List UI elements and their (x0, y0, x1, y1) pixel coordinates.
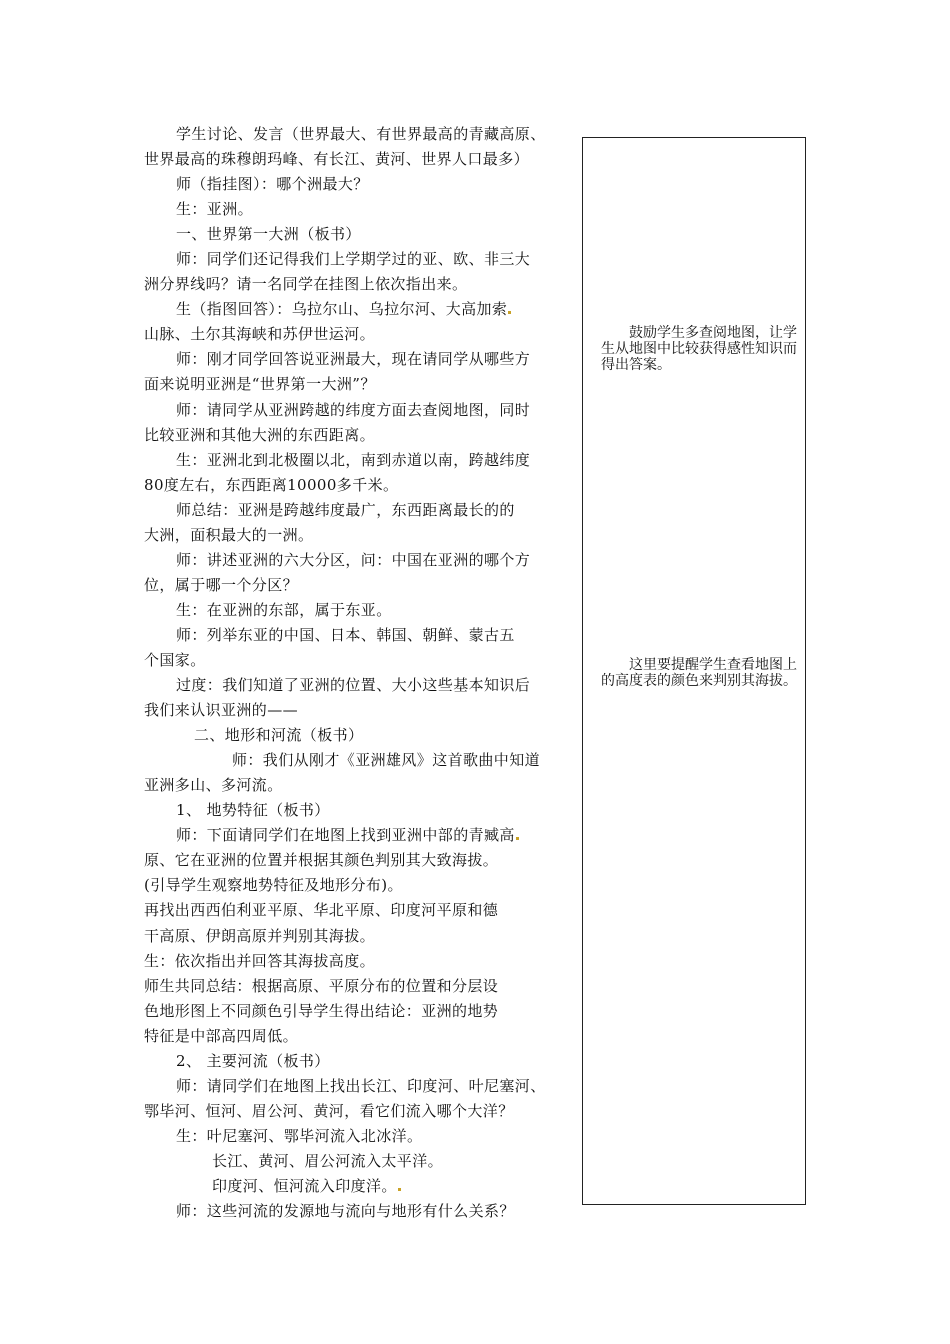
teaching-note: 鼓励学生多查阅地图，让学生从地图中比较获得感性知识而得出答案。 (601, 325, 797, 373)
lesson-line (144, 498, 576, 523)
lesson-line (144, 372, 576, 397)
lesson-line-text: 鄂毕河、恒河、眉公河、黄河，看它们流入哪个大洋？ (144, 1101, 514, 1120)
lesson-line-text: 位，属于哪一个分区？ (144, 575, 299, 594)
lesson-line (144, 1099, 576, 1124)
lesson-line-text: 比较亚洲和其他大洲的东西距离。 (144, 425, 376, 444)
lesson-line (144, 1199, 576, 1224)
ink-mark-icon (516, 837, 519, 840)
lesson-line-text: 师：请同学们在地图上找出长江、印度河、叶尼塞河、 (176, 1076, 546, 1095)
lesson-line-text: 2、 主要河流（板书） (176, 1051, 330, 1070)
lesson-line-text: 生：亚洲。 (176, 200, 254, 219)
lesson-line (144, 347, 576, 372)
lesson-line-text: 山脉、土尔其海峡和苏伊世运河。 (144, 325, 376, 344)
lesson-line (144, 197, 576, 222)
lesson-line (144, 848, 576, 873)
lesson-line (144, 698, 576, 723)
lesson-line-text: 印度河、恒河流入印度洋。 (212, 1176, 397, 1195)
lesson-line (144, 473, 576, 498)
lesson-line (144, 272, 576, 297)
lesson-line (144, 1149, 576, 1174)
ink-mark-icon (398, 1188, 401, 1191)
lesson-line-text: 再找出西西伯利亚平原、华北平原、印度河平原和德 (144, 901, 499, 920)
lesson-line (144, 172, 576, 197)
lesson-line (144, 523, 576, 548)
lesson-line (144, 573, 576, 598)
lesson-line (144, 1049, 576, 1074)
lesson-line-text: 师：请同学从亚洲跨越的纬度方面去查阅地图，同时 (176, 400, 531, 419)
lesson-line (144, 147, 576, 172)
lesson-line (144, 623, 576, 648)
lesson-line-text: 师：刚才同学回答说亚洲最大，现在请同学从哪些方 (176, 350, 531, 369)
lesson-line (144, 247, 576, 272)
lesson-line (144, 122, 576, 147)
teaching-note: 这里要提醒学生查看地图上的高度表的颜色来判别其海拔。 (601, 657, 797, 689)
lesson-line (144, 398, 576, 423)
lesson-line-text: 师：下面请同学们在地图上找到亚洲中部的青臧高 (176, 826, 515, 845)
lesson-line-text: 师总结：亚洲是跨越纬度最广，东西距离最长的的 (176, 500, 515, 519)
lesson-line-text: 我们来认识亚洲的—— (144, 701, 299, 720)
lesson-line-text: 师：讲述亚洲的六大分区，问：中国在亚洲的哪个方 (176, 550, 531, 569)
lesson-line (144, 222, 576, 247)
lesson-line-text: 洲分界线吗？请一名同学在挂图上依次指出来。 (144, 275, 468, 294)
lesson-line (144, 448, 576, 473)
lesson-line (144, 1074, 576, 1099)
lesson-line (144, 974, 576, 999)
lesson-line (144, 773, 576, 798)
lesson-line (144, 723, 576, 748)
lesson-line-text: 师生共同总结：根据高原、平原分布的位置和分层设 (144, 976, 499, 995)
lesson-line-text: 长江、黄河、眉公河流入太平洋。 (212, 1151, 444, 1170)
lesson-line-text: 面来说明亚洲是“世界第一大洲”？ (144, 375, 376, 394)
lesson-line (144, 673, 576, 698)
lesson-line-text: (引导学生观察地势特征及地形分布)。 (144, 876, 403, 895)
lesson-line-text: 特征是中部高四周低。 (144, 1026, 299, 1045)
lesson-line-text: 学生讨论、发言（世界最大、有世界最高的青藏高原、 (176, 125, 546, 143)
lesson-line (144, 648, 576, 673)
lesson-line-text: 个国家。 (144, 650, 206, 669)
lesson-line (144, 949, 576, 974)
lesson-line (144, 548, 576, 573)
lesson-line-text: 生：叶尼塞河、鄂毕河流入北冰洋。 (176, 1126, 423, 1145)
lesson-line-text: 师：同学们还记得我们上学期学过的亚、欧、非三大 (176, 250, 531, 269)
lesson-line-text: 色地形图上不同颜色引导学生得出结论：亚洲的地势 (144, 1001, 499, 1020)
lesson-line (144, 873, 576, 898)
lesson-line-text: 干高原、伊朗高原并判别其海拔。 (144, 926, 376, 945)
lesson-line-text: 生：亚洲北到北极圈以北，南到赤道以南，跨越纬度 (176, 450, 531, 469)
lesson-line (144, 322, 576, 347)
ink-mark-icon (508, 311, 511, 314)
lesson-line (144, 798, 576, 823)
lesson-line-text: 1、 地势特征（板书） (176, 801, 330, 820)
lesson-line (144, 423, 576, 448)
lesson-line-text: 生：在亚洲的东部，属于东亚。 (176, 600, 392, 619)
lesson-line-text: 生：依次指出并回答其海拔高度。 (144, 951, 376, 970)
lesson-line-text: 原、它在亚洲的位置并根据其颜色判别其大致海拔。 (144, 851, 499, 870)
lesson-line (144, 748, 576, 773)
lesson-line-text: 师：列举东亚的中国、日本、韩国、朝鲜、蒙古五 (176, 625, 515, 644)
lesson-line-text: 二、地形和河流（板书） (194, 726, 364, 745)
lesson-line (144, 1124, 576, 1149)
lesson-line-text: 师：我们从刚才《亚洲雄风》这首歌曲中知道 (232, 751, 541, 770)
lesson-line (144, 999, 576, 1024)
lesson-line-text: 世界最高的珠穆朗玛峰、有长江、黄河、世界人口最多） (144, 150, 530, 169)
lesson-line-text: 一、世界第一大洲（板书） (176, 225, 361, 244)
lesson-line-text: 师（指挂图）：哪个洲最大？ (176, 175, 369, 194)
lesson-line (144, 297, 576, 322)
lesson-line-text: 大洲，面积最大的一洲。 (144, 525, 314, 544)
lesson-line-text: 师：这些河流的发源地与流向与地形有什么关系？ (176, 1202, 515, 1221)
lesson-line (144, 1174, 576, 1199)
lesson-line-text: 生（指图回答）：乌拉尔山、乌拉尔河、大高加索 (176, 300, 508, 319)
lesson-line-text: 亚洲多山、多河流。 (144, 776, 283, 795)
lesson-line (144, 598, 576, 623)
lesson-line-text: 80度左右，东西距离10000多千米。 (144, 475, 399, 494)
notes-column (582, 137, 806, 1205)
lesson-line (144, 898, 576, 923)
lesson-line (144, 823, 576, 848)
lesson-line-text: 过度：我们知道了亚洲的位置、大小这些基本知识后 (176, 676, 531, 695)
lesson-line (144, 924, 576, 949)
lesson-body (144, 122, 576, 1224)
lesson-line (144, 1024, 576, 1049)
